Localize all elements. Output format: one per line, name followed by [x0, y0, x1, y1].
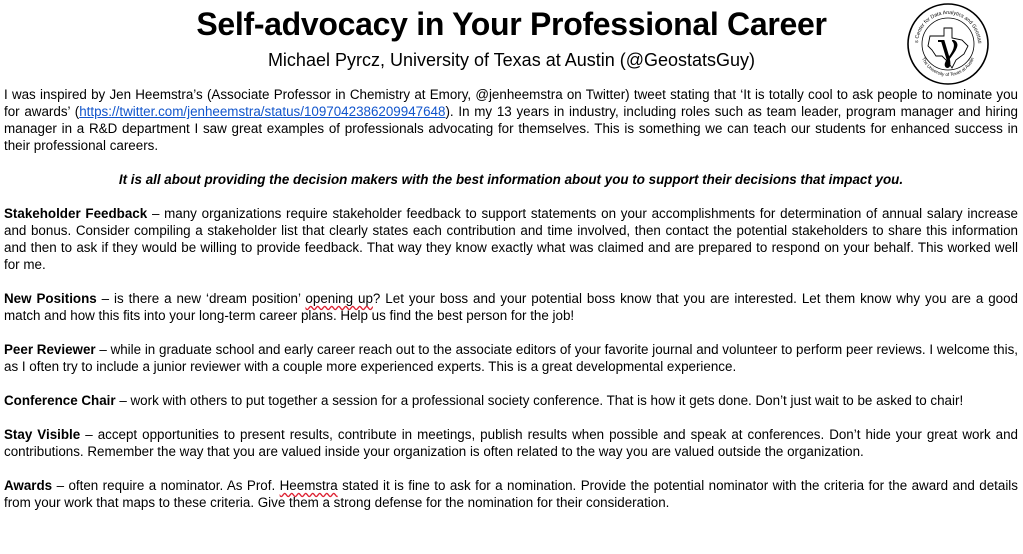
section-heading: Conference Chair	[4, 393, 116, 408]
logo-ring-text: s Center for Data Analytics and Geostati	[914, 9, 982, 44]
spellcheck-word: Heemstra	[279, 478, 338, 493]
logo-ring-bottom-text: The University of Texas at Austin	[921, 56, 975, 78]
section-heading: Peer Reviewer	[4, 342, 96, 357]
section-stakeholder-feedback: Stakeholder Feedback – many organizations require stakeholder feedback to support statements on your accomplishments for determination of annual salary increase and bonus. Consider compiling a stakeholder list that clearly states each contribution and time involved, then contact the potential stakeholders to share this information and then to ask if they would be willing to provide feedback. That way they know exactly what was claimed and are prepared to respond on your behalf. This worked well for me.	[4, 206, 1018, 272]
spellcheck-word: opening up	[305, 291, 373, 306]
article-body	[4, 86, 1018, 511]
section-heading: Stakeholder Feedback	[4, 206, 148, 221]
section-heading: Awards	[4, 478, 53, 493]
page-subtitle: Michael Pyrcz, University of Texas at Austin (@GeostatsGuy)	[267, 50, 756, 70]
key-message: It is all about providing the decision makers with the best information about you to support their decisions that impact you.	[118, 172, 904, 187]
section-awards: Awards – often require a nominator. As Prof. Heemstra stated it is fine to ask for a nomination. Provide the potential nominator with the criteria for the award and details from your work that maps to these criteria. Give them a strong defense for the nomination for their consideration.	[4, 478, 1018, 510]
section-conference-chair: Conference Chair – work with others to put together a session for a professional society conference. That is how it gets done. Don’t just wait to be asked to chair!	[4, 393, 964, 408]
section-heading: Stay Visible	[4, 427, 81, 442]
tweet-link[interactable]: https://twitter.com/jenheemstra/status/1097042386209947648	[79, 104, 446, 119]
section-peer-reviewer: Peer Reviewer – while in graduate school and early career reach out to the associate editors of your favorite journal and volunteer to perform peer reviews. I welcome this, as I often try to include a junior reviewer with a couple more experienced experts. This is a great developmental experience.	[4, 342, 1018, 374]
center-logo	[906, 2, 990, 86]
logo-gamma-symbol: γ	[936, 25, 960, 69]
intro-paragraph: I was inspired by Jen Heemstra’s (Associate Professor in Chemistry at Emory, @jenheemstra on Twitter) tweet stating that ‘It is totally cool to ask people to nominate you for awards’ (https://twitter.com/jenheemstra/status/1097042386209947648). In my 13 years in industry, including roles such as team leader, program manager and hiring manager in a R&D department I saw great examples of professionals advocating for themselves. This is something we can teach our students for enhanced success in their professional careers.	[4, 87, 1019, 153]
section-stay-visible: Stay Visible – accept opportunities to present results, contribute in meetings, publish results when possible and speak at conferences. Don’t hide your great work and contributions. Remember the way that you are valued inside your organization is often related to the way you are valued outside the organization.	[4, 427, 1019, 459]
section-new-positions: New Positions – is there a new ‘dream position’ opening up? Let your boss and your potential boss know that you are interested. Let them know why you are a good match and how this fits into your long-term career plans. Help us find the best person for the job!	[4, 291, 1018, 323]
page-title: Self-advocacy in Your Professional Career	[196, 6, 827, 42]
section-heading: New Positions	[4, 291, 97, 306]
